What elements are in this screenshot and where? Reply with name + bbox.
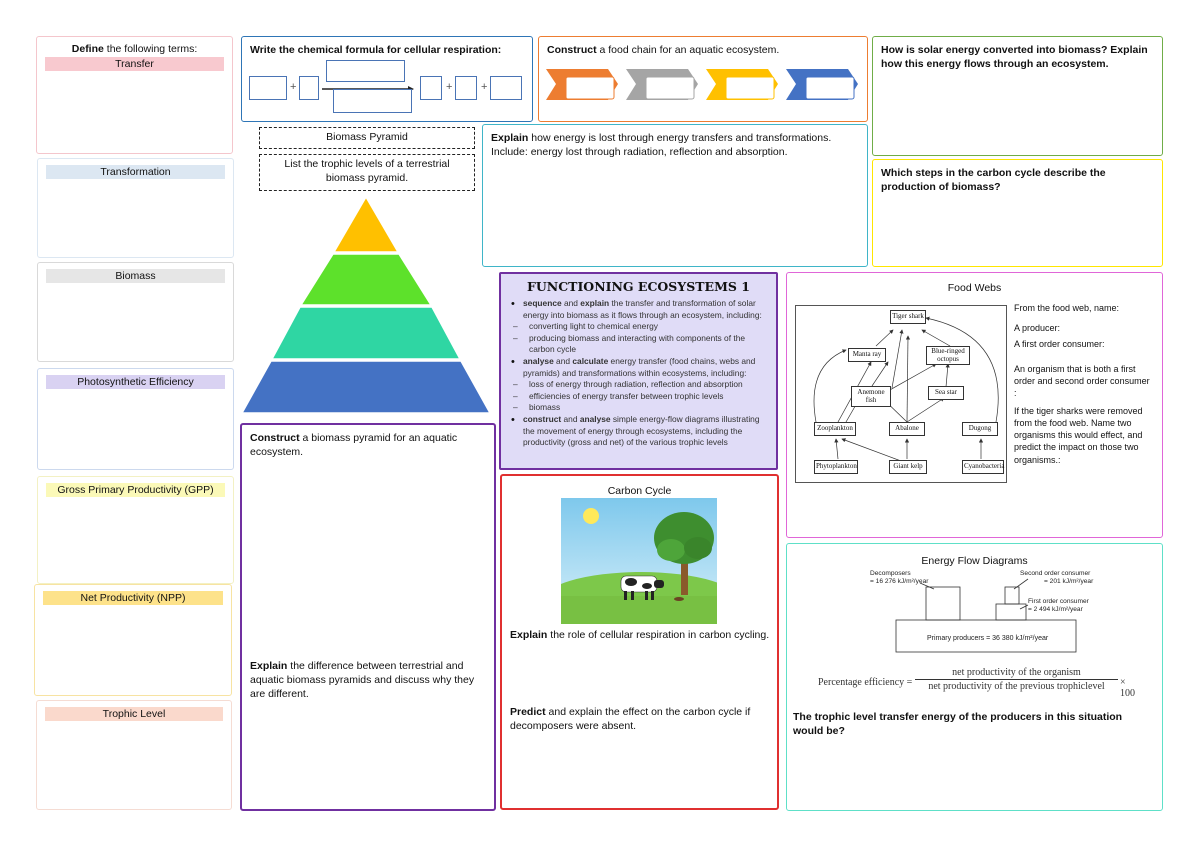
definition-box-npp (34, 584, 232, 696)
objective-subitem: – converting light to chemical energy (509, 321, 768, 333)
second-order-consumer-label: Second order consumer = 201 kJ/m²/year (1020, 570, 1094, 585)
food-web-node-tiger-shark: Tiger shark (890, 310, 926, 324)
definition-box-biomass (37, 262, 234, 362)
food-web-node-manta-ray: Manta ray (848, 348, 886, 362)
biomass-pyramid (240, 197, 492, 415)
food-web-node-giant-kelp: Giant kelp (889, 460, 927, 474)
trophic-levels-question: List the trophic levels of a terrestrial biomass pyramid. (259, 154, 475, 191)
formula-fraction (915, 667, 1118, 692)
primary-producers-label: Primary producers = 36 380 kJ/m²/year (927, 635, 1049, 642)
pyramid-level-base[interactable] (242, 361, 490, 413)
food-chain-arrow-4[interactable] (786, 69, 858, 100)
food-chain-arrow-3[interactable] (706, 69, 778, 100)
term-label-gpp: Gross Primary Productivity (GPP) (46, 483, 225, 497)
carbon-cycle-illustration (561, 498, 717, 624)
formula-lhs: Percentage efficiency = (818, 677, 913, 688)
biomass-pyramid-title: Biomass Pyramid (259, 127, 475, 149)
food-web-node-phytoplankton: Phytoplankton (814, 460, 858, 474)
food-web-node-anemone-fish: Anemone fish (851, 386, 891, 407)
definition-box-gpp (37, 476, 234, 584)
carbon-cycle-title: Carbon Cycle (607, 485, 672, 497)
formula-numerator: net productivity of the organism (915, 667, 1118, 680)
objective-subitem: – producing biomass and interacting with components of the carbon cycle (509, 333, 768, 356)
functioning-ecosystems-title: FUNCTIONING ECOSYSTEMS 1 (527, 279, 750, 294)
food-web-q-remove-sharks: If the tiger sharks were removed from the food web. Name two organisms this would effect, and predict the impact on those two organisms.: (1014, 406, 1143, 465)
reaction-arrow (322, 84, 414, 88)
energy-loss-box (482, 124, 868, 267)
term-label-transformation: Transformation (46, 165, 225, 179)
food-web-node-zooplankton: Zooplankton (814, 422, 856, 436)
food-web-q-first-order: A first order consumer: (1014, 339, 1105, 349)
term-label-npp: Net Productivity (NPP) (43, 591, 223, 605)
food-chain-arrow-2[interactable] (626, 69, 698, 100)
food-web-q-both-orders: An organism that is both a first order and second order consumer : (1014, 364, 1150, 399)
objective-subitem: – efficiencies of energy transfer between trophic levels (509, 391, 768, 403)
objective-subitem: – loss of energy through radiation, reflection and absorption (509, 379, 768, 391)
functioning-ecosystems-box (499, 272, 778, 470)
first-order-consumer-label: First order consumer = 2 494 kJ/m²/year (1028, 598, 1089, 613)
food-web-arrows (796, 306, 1008, 484)
decomposers-question: Predict and explain the effect on the carbon cycle if decomposers were absent. (510, 706, 751, 733)
food-web-node-octopus: Blue-ringed octopus (926, 346, 970, 365)
food-chain-arrows (546, 66, 864, 106)
formula-blank-1[interactable] (249, 76, 287, 100)
formula-denominator: net productivity of the previous trophiclevel (928, 681, 1105, 692)
pyramid-level-2[interactable] (301, 254, 431, 305)
term-label-photosynthetic-efficiency: Photosynthetic Efficiency (46, 375, 225, 389)
carbon-steps-box (872, 159, 1163, 267)
food-web-node-sea-star: Sea star (928, 386, 964, 400)
decomposers-label: Decomposers = 16 276 kJ/m²/year (870, 570, 929, 585)
formula-blank-4[interactable] (455, 76, 477, 100)
solar-energy-question: How is solar energy converted into biomass? Explain how this energy flows through an ecosystem. (881, 44, 1148, 71)
food-chain-question: Construct a food chain for an aquatic ecosystem. (547, 44, 780, 56)
food-web-node-abalone: Abalone (889, 422, 925, 436)
energy-flow-question: The trophic level transfer energy of the producers in this situation would be? (793, 711, 1123, 738)
objective-item: • sequence and explain the transfer and transformation of solar energy into biomass as it flows through an ecosystem, including: (509, 298, 768, 321)
definition-box-photosynthetic-efficiency (37, 368, 234, 470)
formula-blank-above-arrow[interactable] (326, 60, 405, 82)
plus-sign: + (446, 81, 453, 93)
food-web-intro: From the food web, name: (1014, 303, 1120, 313)
pyramid-level-top[interactable] (334, 197, 398, 252)
term-label-transfer: Transfer (45, 57, 224, 71)
term-label-biomass: Biomass (46, 269, 225, 283)
solar-energy-box (872, 36, 1163, 156)
definitions-header: Define the following terms: (71, 43, 198, 55)
formula-multiplier: × 100 (1120, 677, 1135, 699)
objective-item: • analyse and calculate energy transfer (food chains, webs and pyramids) and transformations within ecosystems, including: (509, 356, 768, 379)
objectives-list (509, 298, 768, 449)
food-chain-arrow-1[interactable] (546, 69, 618, 100)
energy-flow-title: Energy Flow Diagrams (921, 555, 1028, 567)
cellular-respiration-question: Explain the role of cellular respiration in carbon cycling. (510, 629, 770, 641)
energy-loss-question: Explain how energy is lost through energy transfers and transformations. Include: energy lost through radiation, reflection and absorption. (491, 132, 832, 159)
pyramid-level-3[interactable] (272, 307, 460, 359)
plus-sign: + (290, 81, 297, 93)
carbon-steps-question: Which steps in the carbon cycle describe the production of biomass? (881, 167, 1106, 194)
aquatic-pyramid-box (240, 423, 496, 811)
term-label-trophic-level: Trophic Level (45, 707, 223, 721)
definition-box-transformation (37, 158, 234, 258)
objective-item: • construct and analyse simple energy-flow diagrams illustrating the movement of energy through ecosystems, including the productivity (gross and net) of the various trophic levels (509, 414, 768, 449)
explain-pyramid-difference-question: Explain the difference between terrestrial and aquatic biomass pyramids and discuss why they are different. (250, 660, 475, 701)
food-web-diagram (795, 305, 1007, 483)
efficiency-formula (818, 667, 1138, 699)
food-web-node-dugong: Dugong (962, 422, 998, 436)
plus-sign: + (481, 81, 488, 93)
formula-blank-5[interactable] (490, 76, 522, 100)
definition-box-transfer (36, 36, 233, 154)
respiration-question: Write the chemical formula for cellular respiration: (250, 44, 502, 56)
objective-subitem: – biomass (509, 402, 768, 414)
food-web-q-producer: A producer: (1014, 323, 1061, 333)
formula-blank-below-arrow[interactable] (333, 89, 412, 113)
food-web-node-cyanobacteria: Cyanobacteria (962, 460, 1004, 474)
formula-blank-3[interactable] (420, 76, 442, 100)
construct-aquatic-pyramid-question: Construct a biomass pyramid for an aquatic ecosystem. (250, 432, 458, 459)
formula-blank-2[interactable] (299, 76, 319, 100)
food-webs-title: Food Webs (947, 282, 1002, 294)
sun-icon (583, 508, 599, 524)
definition-box-trophic-level (36, 700, 232, 810)
